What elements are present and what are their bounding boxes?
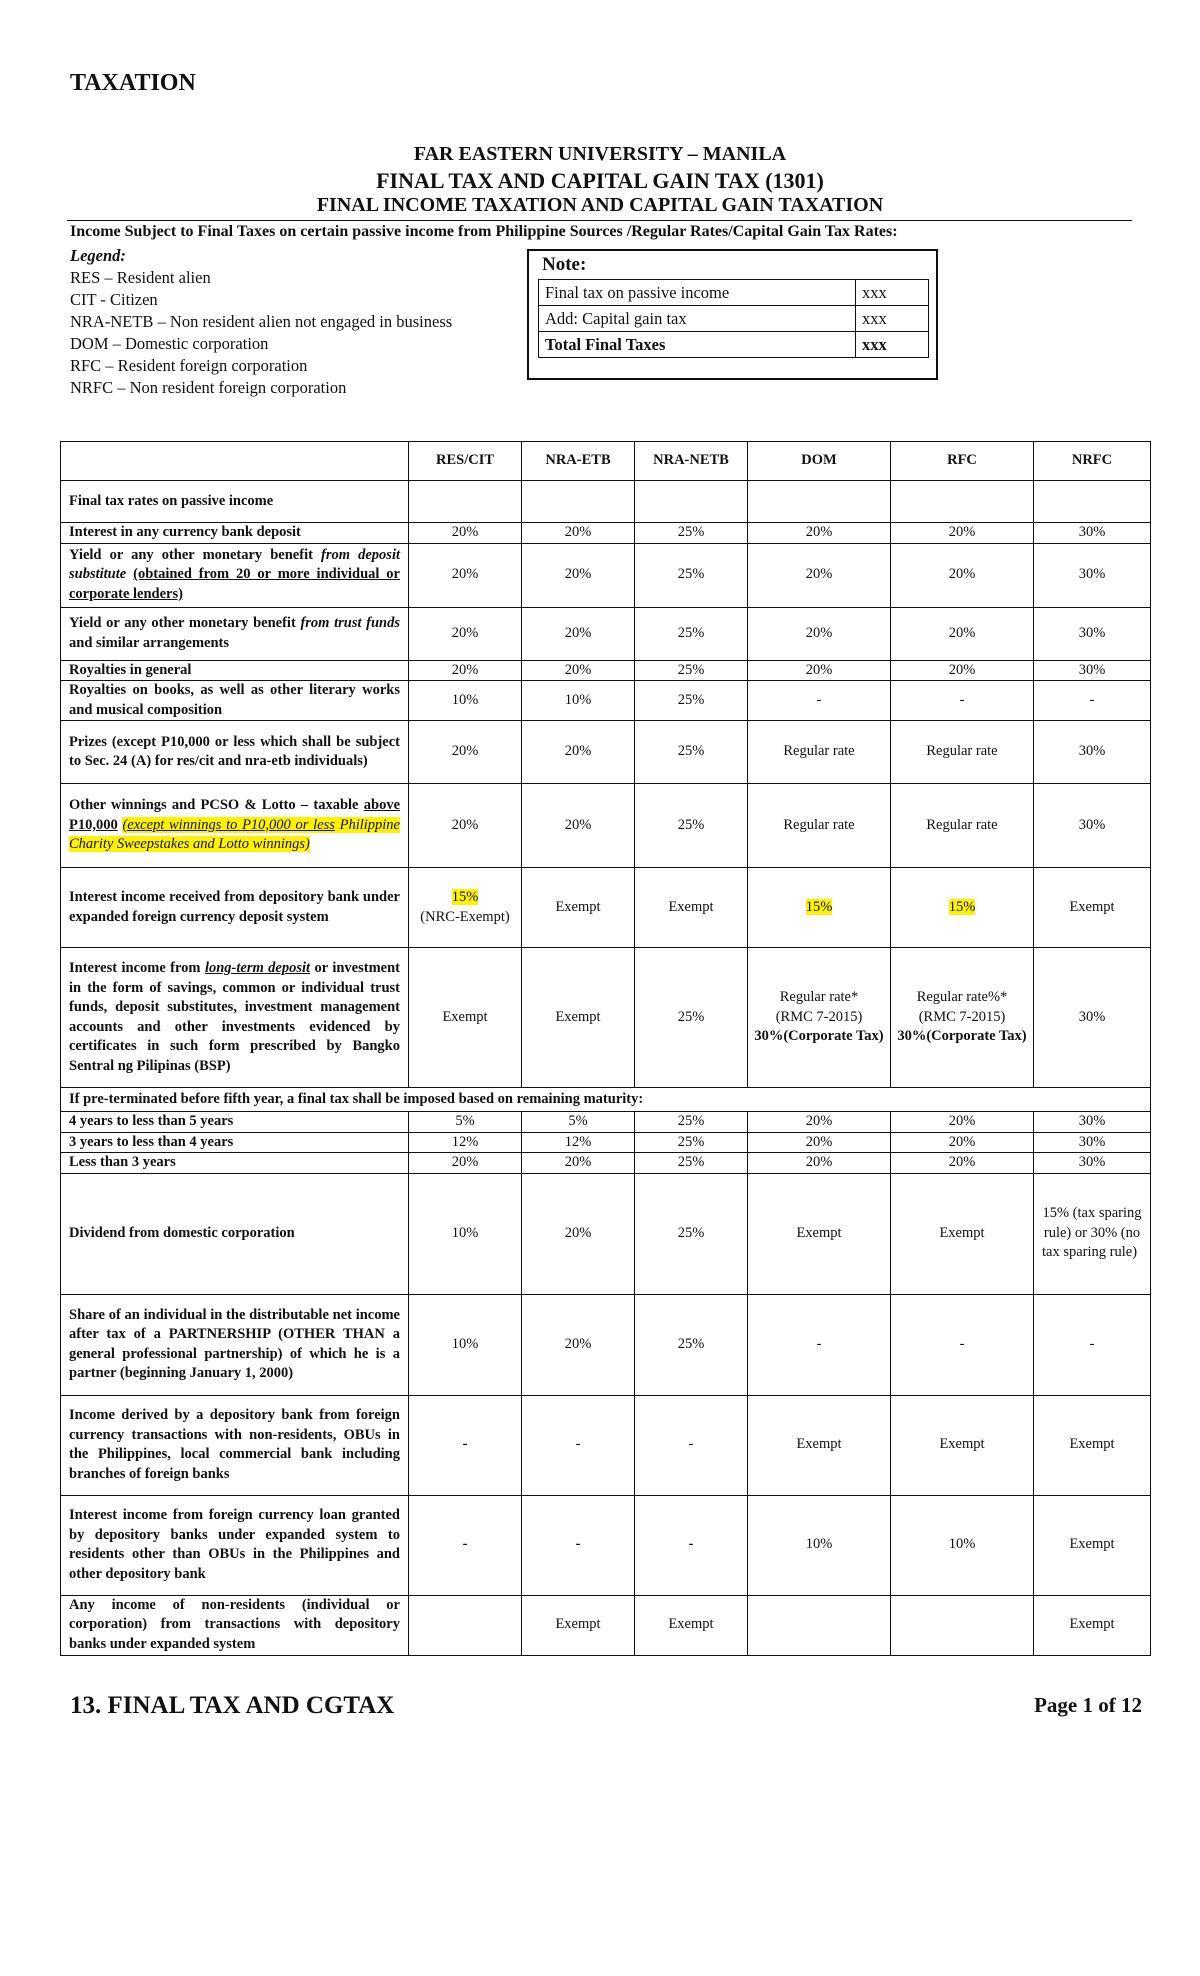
cell-value: 10% [409, 1173, 522, 1294]
cell-value: - [522, 1395, 635, 1495]
cell-value: 30% [1034, 948, 1151, 1088]
document-subtitle: FINAL INCOME TAXATION AND CAPITAL GAIN TAXATION [316, 194, 884, 216]
row-label: 3 years to less than 4 years [61, 1132, 409, 1153]
cell-value [409, 1595, 522, 1655]
page-number: Page 1 of 12 [1034, 1693, 1142, 1717]
row-label: Share of an individual in the distributable net income after tax of a PARTNERSHIP (OTHER THAN a general professional partnership) of which he is a partner (beginning January 1, 2000) [61, 1294, 409, 1395]
note-total-row [539, 332, 929, 358]
header-nra-netb: NRA-NETB [635, 442, 748, 481]
cell-value: 20% [409, 607, 522, 660]
cell-value: 20% [748, 607, 891, 660]
cell-value: 25% [635, 948, 748, 1088]
note-label: Total Final Taxes [539, 332, 856, 358]
cell-value: Exempt [748, 1395, 891, 1495]
cell-value [409, 868, 522, 948]
cell-value: 20% [522, 607, 635, 660]
row-label: Less than 3 years [61, 1153, 409, 1174]
cell-value: 25% [635, 660, 748, 681]
cell-value: Exempt [748, 1173, 891, 1294]
cell-value: 20% [409, 660, 522, 681]
table-row [61, 721, 1151, 784]
cell-value: 10% [891, 1495, 1034, 1595]
row-label: 4 years to less than 5 years [61, 1112, 409, 1133]
cell-value: 20% [409, 721, 522, 784]
cell-value: 20% [409, 784, 522, 868]
header-nra-etb: NRA-ETB [522, 442, 635, 481]
cell-value: 25% [635, 543, 748, 607]
cell-value: 20% [891, 543, 1034, 607]
cell-value: 20% [522, 660, 635, 681]
row-label: Interest income from foreign currency loan granted by depository banks under expanded system to residents other than OBUs in the Philippines and other depository bank [61, 1495, 409, 1595]
cell-value: 25% [635, 1132, 748, 1153]
cell-value: 30% [1034, 1132, 1151, 1153]
cell-value: 20% [522, 543, 635, 607]
note-label: Add: Capital gain tax [539, 306, 856, 332]
section-row [61, 481, 1151, 523]
cell-value: 30% [1034, 784, 1151, 868]
cell-value: - [748, 1294, 891, 1395]
note-row [539, 280, 929, 306]
cell-value: 20% [748, 523, 891, 544]
cell-value: 20% [891, 523, 1034, 544]
cell-value: 25% [635, 681, 748, 721]
section-row [61, 1088, 1151, 1112]
cell-value: 10% [748, 1495, 891, 1595]
cell-value: 20% [522, 523, 635, 544]
header-res-cit: RES/CIT [409, 442, 522, 481]
cell-value: 20% [891, 1132, 1034, 1153]
row-label: Interest income received from depository bank under expanded foreign currency deposit system [61, 868, 409, 948]
document-title: FINAL TAX AND CAPITAL GAIN TAX (1301) [376, 168, 824, 193]
cell-value: 15% (tax sparing rule) or 30% (no tax sparing rule) [1034, 1173, 1151, 1294]
cell-value: 30% [1034, 1153, 1151, 1174]
cell-value: 30% [1034, 721, 1151, 784]
highlighted-rate: 15% [451, 889, 479, 905]
legend-item: NRA-NETB – Non resident alien not engaged in business [70, 312, 453, 331]
intro-text: Income Subject to Final Taxes on certain passive income from Philippine Sources /Regular Rates/Capital Gain Tax Rates: [70, 223, 898, 240]
cell-value: 10% [522, 681, 635, 721]
cell-value: 20% [748, 660, 891, 681]
table-row [61, 784, 1151, 868]
cell-value [891, 1595, 1034, 1655]
legend [70, 245, 452, 399]
row-label: Yield or any other monetary benefit from deposit substitute (obtained from 20 or more individual or corporate lenders) [61, 543, 409, 607]
table-row [61, 868, 1151, 948]
subject-header: TAXATION [70, 70, 196, 96]
highlighted-rate: 15% [948, 898, 976, 915]
table-row [61, 1132, 1151, 1153]
cell-value: 20% [522, 721, 635, 784]
cell-value: - [635, 1495, 748, 1595]
cell-value: 20% [748, 1153, 891, 1174]
table-row [61, 948, 1151, 1088]
cell-value: 10% [409, 1294, 522, 1395]
cell-value: 10% [409, 681, 522, 721]
cell-value: 25% [635, 1112, 748, 1133]
tax-rates-table [60, 441, 1151, 1656]
cell-value: 12% [522, 1132, 635, 1153]
row-label: Royalties on books, as well as other literary works and musical composition [61, 681, 409, 721]
cell-value: 20% [409, 543, 522, 607]
cell-value: 25% [635, 784, 748, 868]
cell-value: Regular rate [891, 721, 1034, 784]
row-label: Interest income from long-term deposit or investment in the form of savings, common or individual trust funds, deposit substitutes, investment management accounts and other investments evidenced by certificates in such form prescribed by Bangko Sentral ng Pilipinas (BSP) [61, 948, 409, 1088]
cell-value: 30% [1034, 660, 1151, 681]
cell-value: 20% [748, 1132, 891, 1153]
note-value: xxx [856, 332, 929, 358]
table-row [61, 1294, 1151, 1395]
cell-value: 25% [635, 1294, 748, 1395]
cell-value: Exempt [1034, 1395, 1151, 1495]
table-row [61, 1595, 1151, 1655]
cell-value: Exempt [635, 868, 748, 948]
cell-value: 20% [409, 523, 522, 544]
cell-value: 20% [409, 1153, 522, 1174]
cell-value: 20% [891, 607, 1034, 660]
cell-value: 30% [1034, 543, 1151, 607]
cell-value [748, 868, 891, 948]
cell-value: Exempt [522, 948, 635, 1088]
cell-value: Exempt [522, 868, 635, 948]
cell-value: Exempt [891, 1173, 1034, 1294]
cell-value: - [891, 1294, 1034, 1395]
cell-value: Exempt [635, 1595, 748, 1655]
note-box [527, 249, 938, 380]
table-row [61, 1173, 1151, 1294]
note-value: xxx [856, 280, 929, 306]
cell-value: - [1034, 681, 1151, 721]
cell-value: - [409, 1395, 522, 1495]
cell-value: Regular rate [891, 784, 1034, 868]
table-row [61, 1495, 1151, 1595]
header-blank [61, 442, 409, 481]
table-row [61, 523, 1151, 544]
footer-chapter: 13. FINAL TAX AND CGTAX [70, 1692, 395, 1719]
cell-value: 25% [635, 1173, 748, 1294]
row-label: Income derived by a depository bank from foreign currency transactions with non-residents, OBUs in the Philippines, local commercial bank including branches of foreign banks [61, 1395, 409, 1495]
cell-value: 25% [635, 523, 748, 544]
row-label: Interest in any currency bank deposit [61, 523, 409, 544]
cell-value: 20% [522, 1153, 635, 1174]
cell-value: Exempt [891, 1395, 1034, 1495]
note-label: Final tax on passive income [539, 280, 856, 306]
cell-value: Exempt [1034, 1495, 1151, 1595]
cell-value: 20% [522, 1173, 635, 1294]
note-row [539, 306, 929, 332]
row-label: Any income of non-residents (individual or corporation) from transactions with depository banks under expanded system [61, 1595, 409, 1655]
row-label: Prizes (except P10,000 or less which shall be subject to Sec. 24 (A) for res/cit and nra-etb individuals) [61, 721, 409, 784]
cell-value: 20% [891, 1112, 1034, 1133]
note-table [538, 279, 929, 358]
table-header-row [61, 442, 1151, 481]
cell-value: 12% [409, 1132, 522, 1153]
cell-value [891, 868, 1034, 948]
cell-value: 20% [522, 784, 635, 868]
cell-value: 30% [1034, 523, 1151, 544]
row-label: Yield or any other monetary benefit from trust funds and similar arrangements [61, 607, 409, 660]
institution-name: FAR EASTERN UNIVERSITY – MANILA [413, 143, 787, 165]
highlighted-rate: 15% [805, 898, 833, 915]
table-row [61, 681, 1151, 721]
table-row [61, 1112, 1151, 1133]
legend-item: RFC – Resident foreign corporation [70, 356, 308, 375]
header-nrfc: NRFC [1034, 442, 1151, 481]
row-label: Dividend from domestic corporation [61, 1173, 409, 1294]
cell-value: Regular rate [748, 784, 891, 868]
title-divider [67, 220, 1132, 221]
cell-value: 5% [409, 1112, 522, 1133]
table-row [61, 1153, 1151, 1174]
cell-value: 20% [522, 1294, 635, 1395]
header-rfc: RFC [891, 442, 1034, 481]
note-title: Note: [542, 254, 587, 275]
rate-note: (NRC-Exempt) [420, 908, 510, 925]
cell-value: 5% [522, 1112, 635, 1133]
cell-value [748, 1595, 891, 1655]
section-label: If pre-terminated before fifth year, a final tax shall be imposed based on remaining maturity: [61, 1088, 1151, 1112]
legend-item: DOM – Domestic corporation [70, 334, 269, 353]
cell-value: 25% [635, 721, 748, 784]
cell-value: 20% [748, 543, 891, 607]
cell-value: Regular rate [748, 721, 891, 784]
cell-value: 25% [635, 607, 748, 660]
section-label: Final tax rates on passive income [61, 481, 409, 523]
cell-value: Exempt [522, 1595, 635, 1655]
cell-value: - [891, 681, 1034, 721]
cell-value: Exempt [409, 948, 522, 1088]
row-label: Other winnings and PCSO & Lotto – taxable above P10,000 (except winnings to P10,000 or less Philippine Charity Sweepstakes and Lotto winnings) [61, 784, 409, 868]
header-dom: DOM [748, 442, 891, 481]
cell-value: Regular rate%* (RMC 7-2015) 30%(Corporate Tax) [891, 948, 1034, 1088]
cell-value: Regular rate* (RMC 7-2015) 30%(Corporate Tax) [748, 948, 891, 1088]
cell-value: 20% [748, 1112, 891, 1133]
cell-value: Exempt [1034, 1595, 1151, 1655]
cell-value: 30% [1034, 1112, 1151, 1133]
table-row [61, 660, 1151, 681]
legend-item: RES – Resident alien [70, 268, 211, 287]
table-row [61, 1395, 1151, 1495]
cell-value: 25% [635, 1153, 748, 1174]
cell-value: Exempt [1034, 868, 1151, 948]
table-row [61, 607, 1151, 660]
note-value: xxx [856, 306, 929, 332]
cell-value: - [409, 1495, 522, 1595]
cell-value: 30% [1034, 607, 1151, 660]
cell-value: 20% [891, 660, 1034, 681]
cell-value: - [635, 1395, 748, 1495]
table-row [61, 543, 1151, 607]
legend-title: Legend: [70, 246, 126, 265]
legend-item: CIT - Citizen [70, 290, 158, 309]
cell-value: - [748, 681, 891, 721]
legend-item: NRFC – Non resident foreign corporation [70, 378, 347, 397]
cell-value: 20% [891, 1153, 1034, 1174]
cell-value: - [522, 1495, 635, 1595]
row-label: Royalties in general [61, 660, 409, 681]
cell-value: - [1034, 1294, 1151, 1395]
